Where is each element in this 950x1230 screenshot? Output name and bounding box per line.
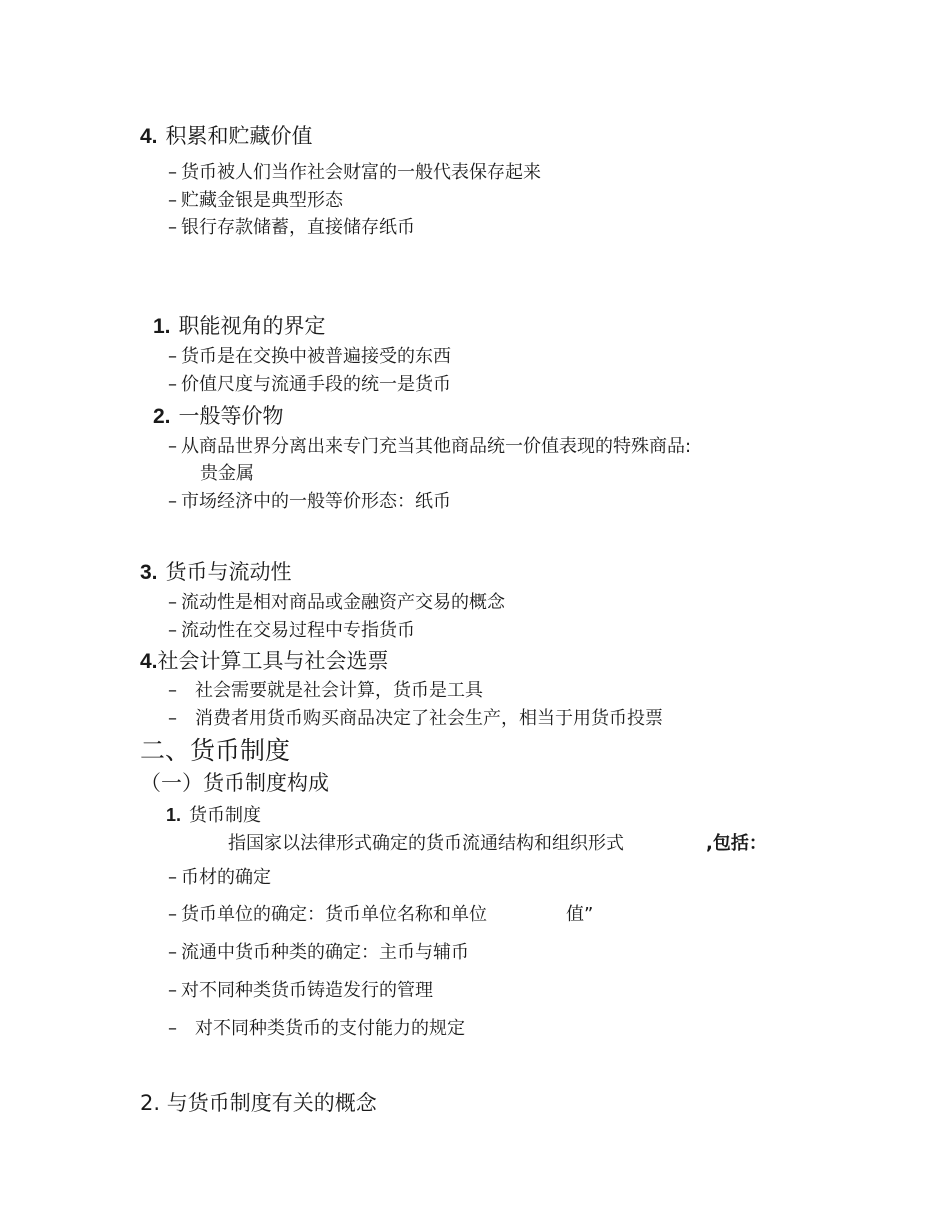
chapter-title: 二、货币制度 bbox=[140, 736, 291, 765]
section-heading: 4.社会计算工具与社会选票 bbox=[140, 649, 389, 673]
point-heading: 1. 货币制度 bbox=[166, 805, 262, 826]
list-item: – 对不同种类货币铸造发行的管理 bbox=[168, 980, 433, 1001]
definition-text: 指国家以法律形式确定的货币流通结构和组织形式 bbox=[228, 833, 624, 854]
list-item: – 币材的确定 bbox=[168, 867, 271, 888]
list-item: – 货币是在交换中被普遍接受的东西 bbox=[168, 346, 451, 367]
definition-tail: ,包括： bbox=[706, 833, 767, 854]
list-item: – 市场经济中的一般等价形态：纸币 bbox=[168, 491, 451, 512]
section-heading: 3. 货币与流动性 bbox=[140, 560, 292, 584]
list-item-continuation: 贵金属 bbox=[200, 463, 254, 484]
section-heading bbox=[140, 126, 313, 147]
list-item: – 社会需要就是社会计算，货币是工具 bbox=[168, 680, 483, 701]
list-item: – 消费者用货币购买商品决定了社会生产，相当于用货币投票 bbox=[168, 708, 663, 729]
heading-text: 积累和贮藏价值 bbox=[165, 124, 313, 148]
list-item: – 货币单位的确定：货币单位名称和单位 bbox=[168, 904, 487, 925]
section-heading: 2. 一般等价物 bbox=[153, 404, 284, 428]
list-item-tail: 值” bbox=[566, 904, 594, 925]
list-item: – 流动性是相对商品或金融资产交易的概念 bbox=[168, 592, 505, 613]
point-heading: 2. 与货币制度有关的概念 bbox=[140, 1091, 377, 1115]
list-item: – 货币被人们当作社会财富的一般代表保存起来 bbox=[168, 162, 541, 183]
section-heading: 1. 职能视角的界定 bbox=[153, 314, 326, 338]
list-item: – 流动性在交易过程中专指货币 bbox=[168, 620, 415, 641]
heading-number: 4. bbox=[140, 125, 158, 148]
list-item: – 价值尺度与流通手段的统一是货币 bbox=[168, 374, 451, 395]
subsection-title: （一）货币制度构成 bbox=[140, 771, 329, 795]
list-item: – 银行存款储蓄，直接储存纸币 bbox=[168, 217, 415, 238]
list-item: – 贮藏金银是典型形态 bbox=[168, 190, 343, 211]
list-item: – 流通中货币种类的确定：主币与辅币 bbox=[168, 942, 469, 963]
list-item: – 对不同种类货币的支付能力的规定 bbox=[168, 1018, 465, 1039]
list-item: – 从商品世界分离出来专门充当其他商品统一价值表现的特殊商品: bbox=[168, 436, 692, 457]
